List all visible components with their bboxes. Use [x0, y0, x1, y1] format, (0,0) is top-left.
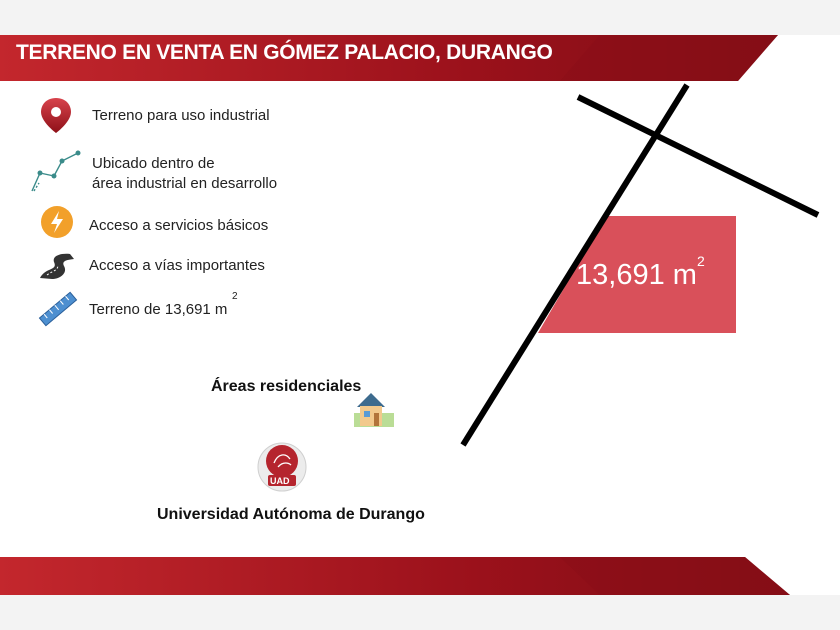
- feature-basic-services: Acceso a servicios básicos: [89, 217, 269, 234]
- plot-area-superscript: 2: [697, 253, 705, 269]
- property-slide: [0, 35, 840, 595]
- house-icon: [354, 393, 394, 427]
- ruler-icon: [39, 292, 76, 325]
- page-title: TERRENO EN VENTA EN GÓMEZ PALACIO, DURANGO: [16, 41, 553, 64]
- location-pin-icon: [41, 98, 71, 133]
- feature-road-access: Acceso a vías importantes: [89, 257, 265, 274]
- residential-areas-label: Áreas residenciales: [211, 378, 362, 395]
- lightning-icon: [41, 206, 73, 238]
- feature-industrial-area-line2: área industrial en desarrollo: [92, 175, 278, 192]
- feature-land-size-superscript: 2: [232, 291, 238, 302]
- feature-industrial-use: Terreno para uso industrial: [92, 107, 270, 124]
- road-icon: [40, 254, 74, 279]
- feature-land-size: Terreno de 13,691 m: [89, 301, 228, 318]
- plot-area-label: 13,691 m: [576, 259, 697, 291]
- university-name: Universidad Autónoma de Durango: [157, 506, 425, 523]
- footer-banner-shade: [560, 557, 790, 595]
- university-logo-text: UAD: [270, 476, 290, 486]
- feature-industrial-area-line1: Ubicado dentro de: [92, 155, 215, 172]
